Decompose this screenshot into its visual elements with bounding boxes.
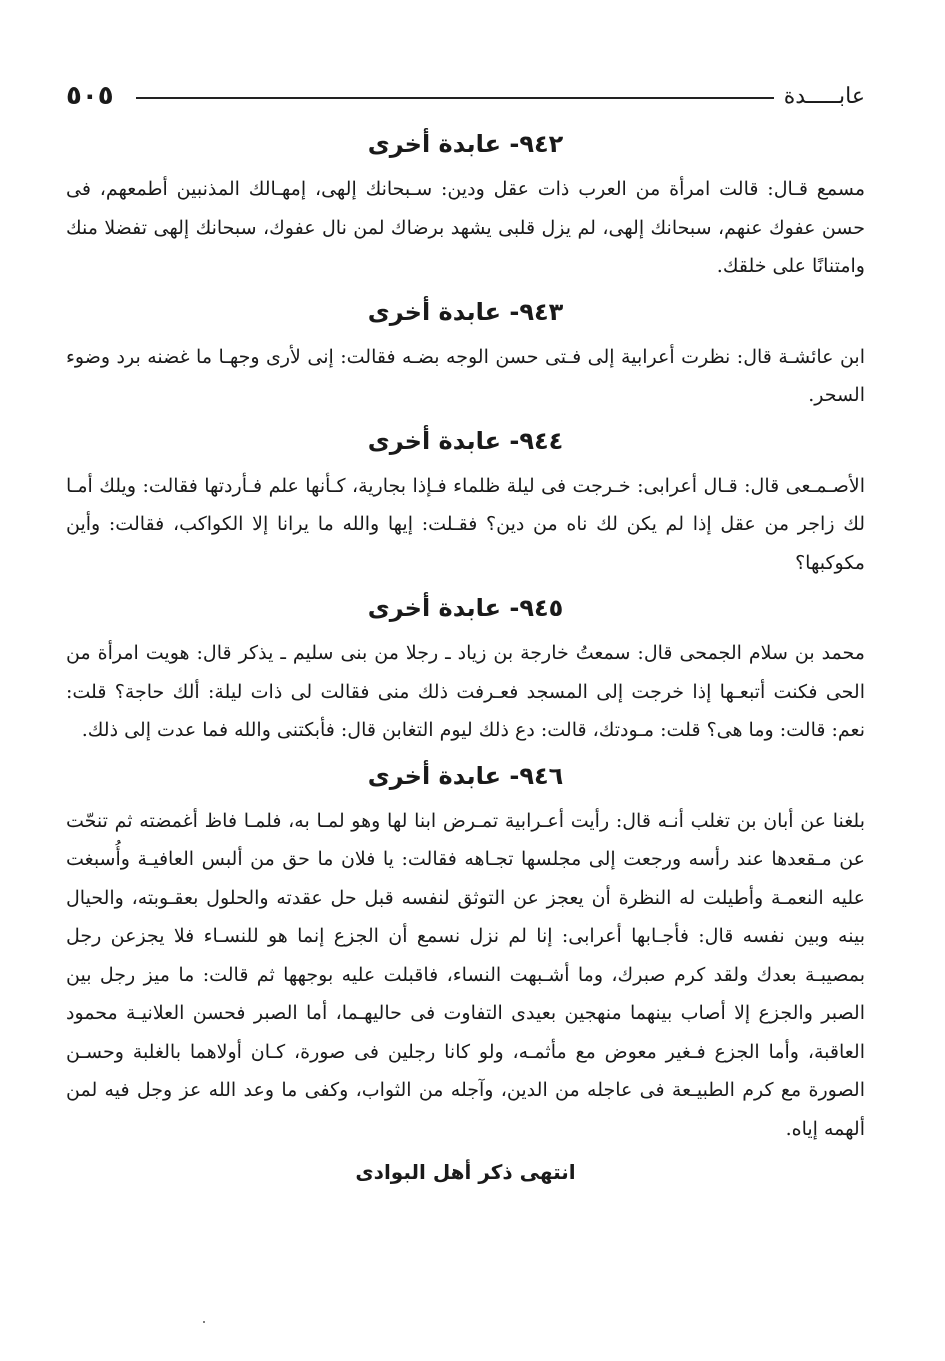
entry-944 [66,419,865,583]
chapter-closing-line: انتهى ذكر أهل البوادى [355,1160,576,1184]
entry-heading: ٩٤٣- عابدة أخرى [367,297,564,326]
running-header [66,78,865,114]
entry-946 [66,754,865,1149]
page-number: ٥٠٥ [66,81,114,111]
header-rule [136,97,774,99]
entry-945 [66,586,865,750]
entry-text: الأصـمـعى قال: قـال أعرابى: خـرجت فى ليلة ظلماء فـإذا بجارية، كـأنها علم فـأردتها فقالت: ويلك أمـا لك زاجر من عقل إذا لم يكن لك ناه من دين؟ فقـلت: إيها والله ما يرانا إلا الكواكب، فقالت: وأين مكوكبها؟ [66,474,865,574]
page-body [66,120,865,1192]
entry-text: محمد بن سلام الجمحى قال: سمعتُ خارجة بن زياد ـ رجلا من بنى سليم ـ يذكر قال: هويت امرأة من الحى فكنت أتبعـها إذا خرجت إلى المسجد فعـرفت ذلك منى فقالت لى ذات ليلة: ألك حاجة؟ قلت: نعم: قالت: وما هى؟ قلت: مـودتك، قالت: دع ذلك ليوم التغابن قال: فأبكتنى والله فما عدت إلى ذلك. [66,642,865,741]
entry-text: ابن عائشـة قال: نظرت أعرابية إلى فـتى حسن الوجه بضـه فقالت: إنى لأرى وجهـا ما غضنه برد وضوء السحر. [66,345,865,406]
entry-heading: ٩٤٤- عابدة أخرى [367,426,564,455]
entry-heading: ٩٤٦- عابدة أخرى [367,761,564,790]
entry-942 [66,122,865,286]
scan-speck [203,1321,205,1323]
running-title: عابـــــدة [783,83,865,109]
entry-943 [66,290,865,415]
entry-heading: ٩٤٥- عابدة أخرى [367,594,564,622]
entry-text: مسمع قـال: قالت امرأة من العرب ذات عقل ودين: سـبحانك إلهى، إمهـالك المذنبين أطمعهم، فى حسن عفوك عنهم، سبحانك إلهى، لم يزل قلبى يشهد برضاك لمن نال عفوك، سبحانك إلهى تفضلا منك وامتنانًا على خلقك. [66,178,865,277]
entry-heading: ٩٤٢- عابدة أخرى [367,130,564,158]
entry-text: بلغنا عن أبان بن تغلب أنـه قال: رأيت أعـرابية تمـرض ابنا لها وهو لمـا به، فلمـا فاظ أغمضته ثم تنحّت عن مـقعدها عند رأسه ورجعت إلى مجلسها تجـاهه فقالت: يا فلان ما حق من ألبس العافيـة وأُسبغت عليه النعمـة وأطيلت له النظرة أن يعجز عن التوثق لنفسه قبل حل عقدته والحلول بعقـوبته، والحيال بينه وبين نفسه قال: فأجـابها أعرابى: إنا لم نزل نسمع أن الجزع إنما هو للنسـاء فلا يجزعن رجل بمصيبـة بعدك ولقد كرم صبرك، وما أشـبهت النساء، فاقبلت عليه بوجهها ثم قالت: ما ميز رجل بين الصبر والجزع إلا أصاب بينهما منهجين بعيدى التفاوت فى حاليهـما، أما الصبر فحسن العلانيـة محمود العاقبة، وأما الجزع فـغير معوض مع مأثمـه، ولو كانا رجلين فى صورة، كـان أولاهما بالغلبة وحسـن الصورة مع كرم الطبيـعة فى عاجله من الدين، وآجله من الثواب، وكفى ما وعد الله عز وجل فيه لمن ألهمه إياه. [66,809,865,1140]
